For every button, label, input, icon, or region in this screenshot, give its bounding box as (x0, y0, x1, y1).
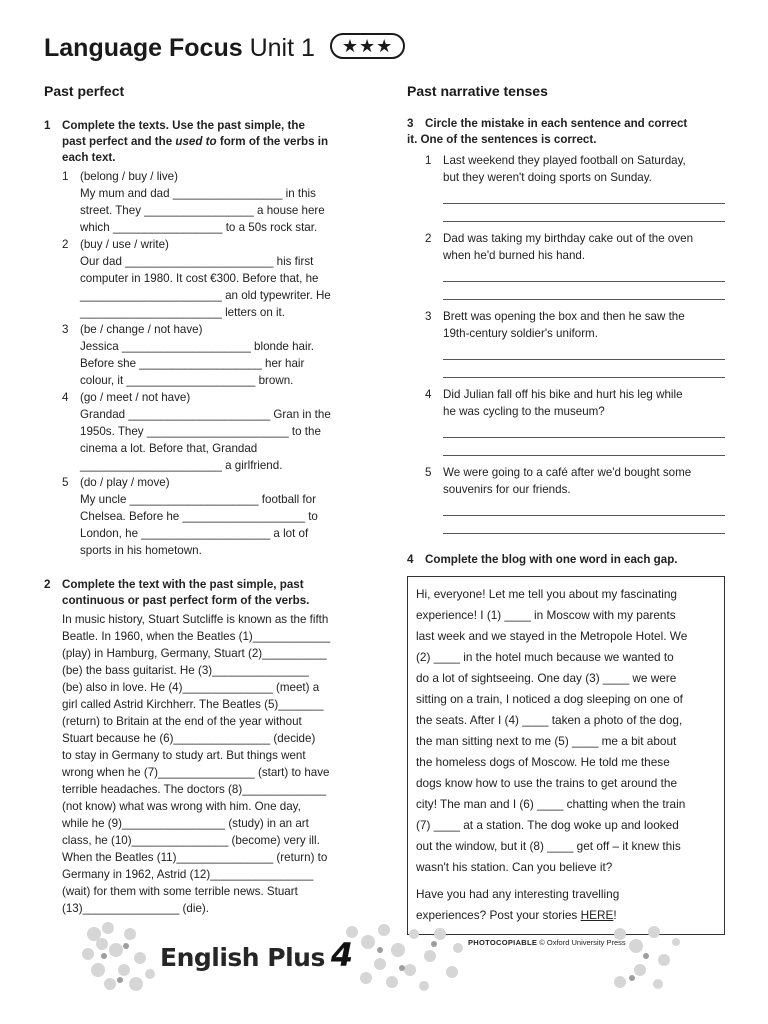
blog-box (407, 576, 725, 935)
exercise-item (425, 386, 725, 456)
blog-line: the man sitting next to me (5) ____ me a bit about (416, 734, 677, 748)
answer-line[interactable] (443, 420, 725, 438)
item-line: Jessica ____________________ blonde hair. (80, 340, 315, 353)
copyright-text: © Oxford University Press (539, 938, 626, 947)
footer-banner (80, 920, 680, 996)
closing-punct: ! (613, 908, 617, 922)
exercise-item (62, 389, 362, 474)
blog-line: out the window, but it (8) ____ get off – it knew this (416, 839, 681, 853)
item-line: sports in his hometown. (80, 544, 202, 557)
blog-line: experience! I (1) ____ in Moscow with my parents (416, 608, 676, 622)
closing-text: experiences? Post your stories (416, 908, 581, 922)
item-number: 3 (425, 310, 432, 323)
item-line: ______________________ a girlfriend. (80, 459, 283, 472)
instruction-line: Circle the mistake in each sentence and correct (425, 117, 688, 130)
item-line: Grandad ______________________ Gran in the (80, 408, 331, 421)
instruction-line: Complete the texts. Use the past simple, the (62, 119, 305, 132)
item-number: 4 (425, 388, 432, 401)
item-line: souvenirs for our friends. (443, 483, 571, 496)
exercise-3-instruction (407, 116, 725, 132)
item-number: 4 (62, 391, 69, 404)
item-number: 5 (62, 476, 69, 489)
blog-line: Have you had any interesting travelling (416, 887, 620, 901)
page-title (44, 30, 405, 66)
left-column (44, 118, 362, 917)
exercise-item (62, 321, 362, 389)
exercise-number: 2 (44, 578, 51, 591)
item-line: 19th-century soldier's uniform. (443, 327, 598, 340)
exercise-2-instruction (44, 577, 362, 609)
right-column (407, 116, 725, 935)
item-line: colour, it ____________________ brown. (80, 374, 294, 387)
item-line: Last weekend they played football on Saturday, (443, 154, 686, 167)
item-line: My mum and dad _________________ in this (80, 187, 316, 200)
text-line: (not know) what was wrong with him. One day, (62, 800, 301, 813)
exercise-item (425, 152, 725, 222)
exercise-item (62, 474, 362, 559)
text-line: wrong when he (7)_______________ (start) to have (62, 766, 330, 779)
exercise-item (62, 236, 362, 321)
text-line: (be) the bass guitarist. He (3)_______________ (62, 664, 309, 677)
answer-line[interactable] (443, 264, 725, 282)
text-line: (play) in Hamburg, Germany, Stuart (2)__________ (62, 647, 327, 660)
text-line: (13)_______________ (die). (62, 902, 209, 915)
item-number: 1 (62, 170, 69, 183)
item-number: 3 (62, 323, 69, 336)
item-line: cinema a lot. Before that, Grandad (80, 442, 258, 455)
answer-line[interactable] (443, 498, 725, 516)
blog-line: the homeless dogs of Moscow. He told me these (416, 755, 670, 769)
exercise-1-instruction (44, 118, 362, 166)
item-line: ______________________ an old typewriter. He (80, 289, 331, 302)
brand-name: English Plus (160, 943, 325, 972)
item-line: he was cycling to the museum? (443, 405, 605, 418)
item-line: My uncle ____________________ football for (80, 493, 316, 506)
item-number: 2 (425, 232, 432, 245)
item-line: street. They _________________ a house here (80, 204, 325, 217)
item-line: Did Julian fall off his bike and hurt his leg while (443, 388, 683, 401)
blog-line: city! The man and I (6) ____ chatting when the train (416, 797, 686, 811)
item-line: (belong / buy / live) (80, 170, 178, 183)
difficulty-stars-badge: ★★★ (330, 33, 405, 59)
answer-line[interactable] (443, 438, 725, 456)
section-heading-past-perfect: Past perfect (44, 83, 125, 99)
text-line: while he (9)________________ (study) in an art (62, 817, 309, 830)
instruction-line: continuous or past perfect form of the verbs. (62, 594, 310, 607)
item-line: (go / meet / not have) (80, 391, 191, 404)
here-link[interactable]: HERE (580, 908, 614, 922)
item-line: Brett was opening the box and then he saw the (443, 310, 685, 323)
exercise-item (425, 230, 725, 300)
brand-level: 4 (330, 936, 353, 974)
item-line: which _________________ to a 50s rock star. (80, 221, 318, 234)
instruction-line: each text. (62, 151, 116, 164)
item-line: ______________________ letters on it. (80, 306, 286, 319)
blog-line: (7) ____ at a station. The dog woke up and looked (416, 818, 679, 832)
item-line: when he'd burned his hand. (443, 249, 586, 262)
text-line: Stuart because he (6)_______________ (decide) (62, 732, 316, 745)
item-line: 1950s. They ______________________ to the (80, 425, 321, 438)
blog-line: (2) ____ in the hotel much because we wanted to (416, 650, 674, 664)
text-line: (wait) for them with some terrible news. Stuart (62, 885, 298, 898)
text-line: to stay in Germany to study art. But things went (62, 749, 306, 762)
exercise-4-instruction (407, 552, 725, 568)
blog-line: sitting on a train, I noticed a dog sleeping on one of (416, 692, 683, 706)
text-line: (return) to Britain at the end of the year without (62, 715, 302, 728)
item-line: (do / play / move) (80, 476, 170, 489)
item-line: Our dad _______________________ his first (80, 255, 314, 268)
exercise-item (425, 308, 725, 378)
instruction-line: past perfect and the used to form of the verbs in (62, 135, 329, 148)
exercise-item (62, 168, 362, 236)
blog-line: do a lot of sightseeing. One day (3) ____ we were (416, 671, 677, 685)
item-line: Before she ___________________ her hair (80, 357, 305, 370)
text-line: girl called Astrid Kirchherr. The Beatles (5)_______ (62, 698, 324, 711)
text-line: (be) also in love. He (4)______________ (meet) a (62, 681, 320, 694)
blog-line: last week and we stayed in the Metropole Hotel. We (416, 629, 688, 643)
item-line: Dad was taking my birthday cake out of the oven (443, 232, 694, 245)
instruction-line: Complete the text with the past simple, past (62, 578, 304, 591)
text-line: When the Beatles (11)_______________ (return) to (62, 851, 328, 864)
instruction-line: it. One of the sentences is correct. (407, 133, 597, 146)
title-main: Language Focus (44, 34, 243, 62)
answer-line[interactable] (443, 204, 725, 222)
answer-line[interactable] (443, 516, 725, 534)
answer-line[interactable] (443, 360, 725, 378)
brand-logo (160, 936, 353, 974)
item-line: Chelsea. Before he ___________________ to (80, 510, 318, 523)
exercise-number: 3 (407, 117, 414, 130)
item-number: 1 (425, 154, 432, 167)
instruction-line: Complete the blog with one word in each gap. (425, 553, 678, 566)
text-line: class, he (10)_______________ (become) very ill. (62, 834, 320, 847)
exercise-number: 4 (407, 553, 414, 566)
text-line: Germany in 1962, Astrid (12)________________ (62, 868, 314, 881)
item-number: 5 (425, 466, 432, 479)
text-line: Beatle. In 1960, when the Beatles (1)____________ (62, 630, 331, 643)
blog-line: Hi, everyone! Let me tell you about my fascinating (416, 587, 677, 601)
title-unit: Unit 1 (249, 34, 315, 62)
section-heading-past-narrative: Past narrative tenses (407, 83, 548, 99)
item-line: (buy / use / write) (80, 238, 169, 251)
text-line: terrible headaches. The doctors (8)_____________ (62, 783, 327, 796)
exercise-number: 1 (44, 119, 51, 132)
item-line: We were going to a café after we'd bought some (443, 466, 692, 479)
answer-line[interactable] (443, 186, 725, 204)
blog-line: wasn't his station. Can you believe it? (416, 860, 613, 874)
exercise-item (425, 464, 725, 534)
answer-line[interactable] (443, 342, 725, 360)
text-line: In music history, Stuart Sutcliffe is known as the fifth (62, 613, 329, 626)
item-number: 2 (62, 238, 69, 251)
item-line: (be / change / not have) (80, 323, 203, 336)
exercise-2-text (62, 611, 362, 917)
item-line: but they weren't doing sports on Sunday. (443, 171, 652, 184)
answer-line[interactable] (443, 282, 725, 300)
copyright-notice (468, 938, 626, 947)
exercise-1-items (44, 168, 362, 559)
item-line: London, he ____________________ a lot of (80, 527, 309, 540)
exercise-3-items (407, 152, 725, 534)
blog-line: the seats. After I (4) ____ taken a photo of the dog, (416, 713, 683, 727)
photocopiable-label: PHOTOCOPIABLE (468, 938, 538, 947)
item-line: computer in 1980. It cost €300. Before that, he (80, 272, 319, 285)
blog-line: dogs know how to use the trains to get around the (416, 776, 678, 790)
